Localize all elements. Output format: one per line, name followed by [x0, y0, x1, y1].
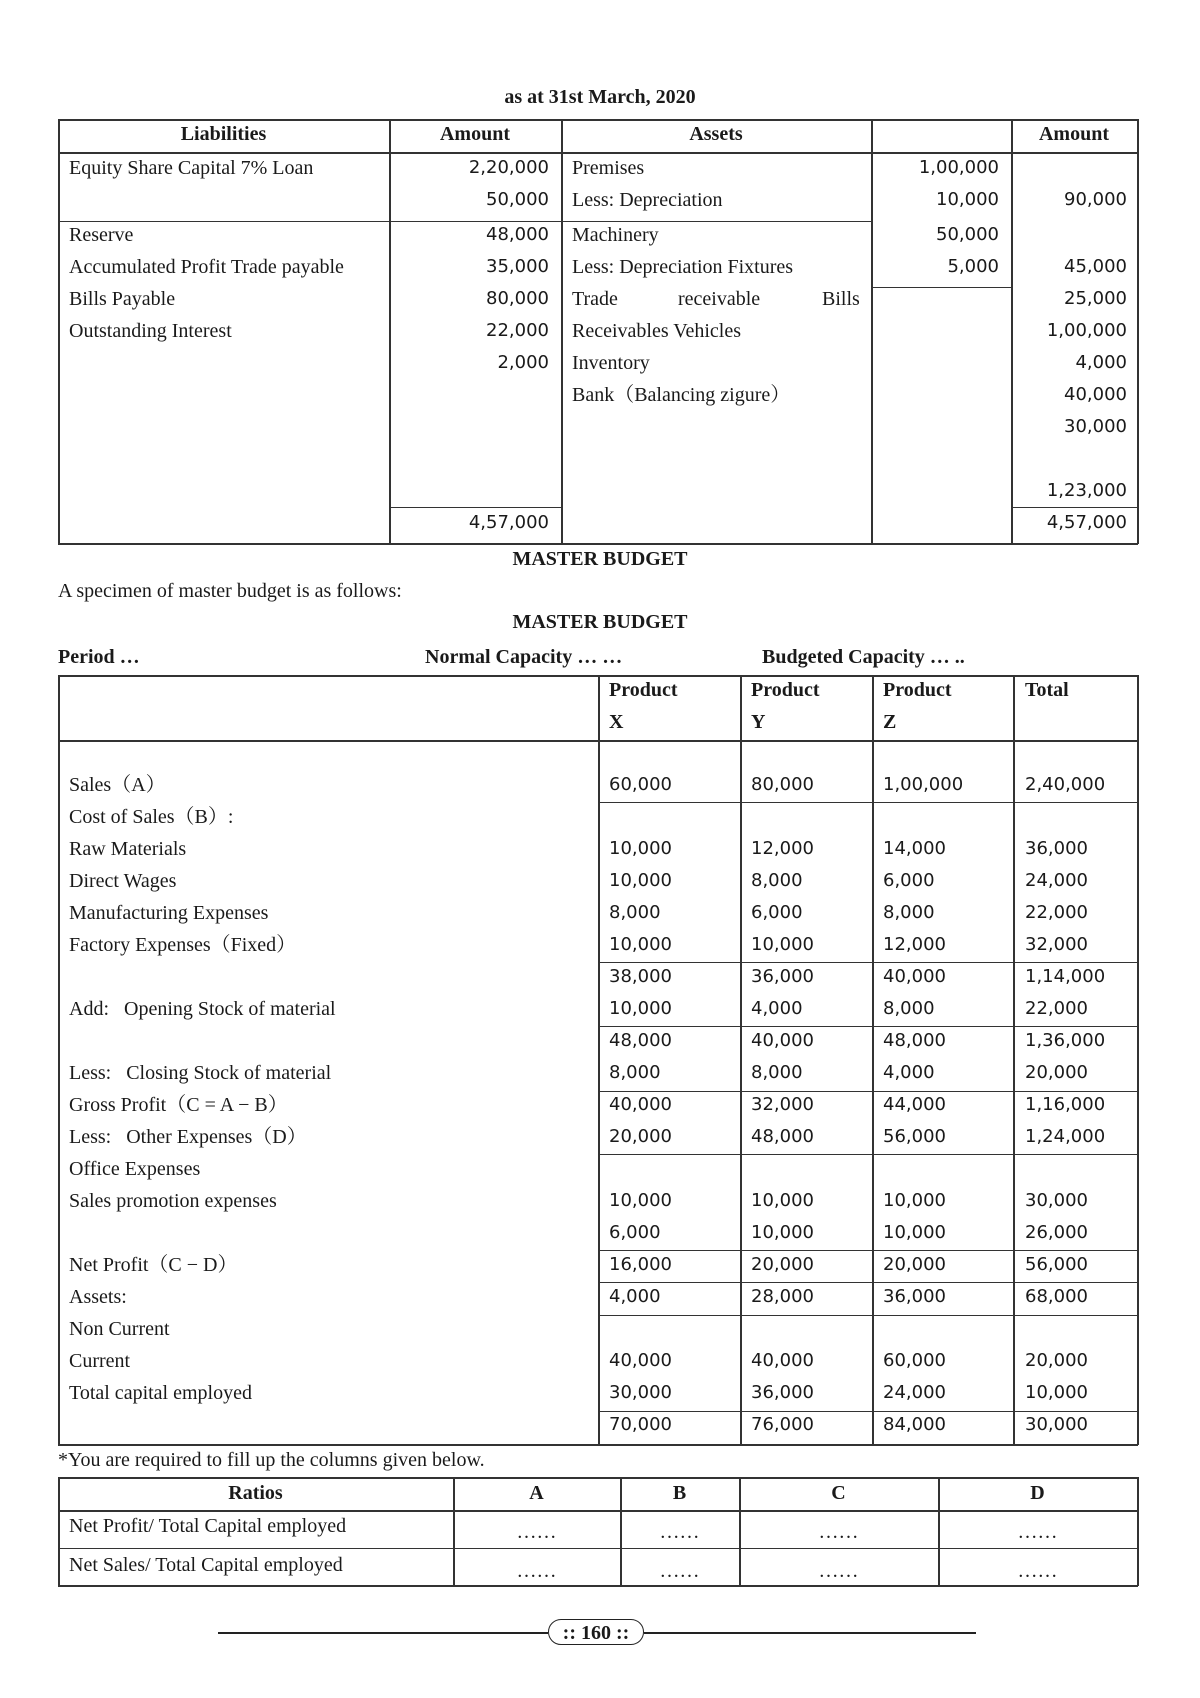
budget-row-label: Total capital employed — [69, 1382, 252, 1404]
product-x-value: 40,000 — [609, 1094, 672, 1115]
asset-label: Bank（Balancing zigure） — [572, 384, 791, 406]
product-z-value: 48,000 — [883, 1030, 946, 1051]
product-y-value: 80,000 — [751, 774, 814, 795]
product-z-value: 8,000 — [883, 998, 935, 1019]
normal-capacity-label: Normal Capacity … … — [425, 646, 623, 668]
product-y-value: 36,000 — [751, 1382, 814, 1403]
asset-label: Less: Depreciation — [572, 189, 723, 211]
header-product-z-letter: Z — [883, 711, 897, 733]
ratio-row-label: Net Profit/ Total Capital employed — [69, 1515, 347, 1537]
product-z-value: 44,000 — [883, 1094, 946, 1115]
period-label: Period … — [58, 646, 140, 668]
product-y-value: 40,000 — [751, 1030, 814, 1051]
budget-row-label: Sales（A） — [69, 774, 166, 796]
total-value: 1,36,000 — [1025, 1030, 1106, 1051]
total-value: 20,000 — [1025, 1350, 1088, 1371]
product-z-value: 84,000 — [883, 1414, 946, 1435]
liability-label: Outstanding Interest — [69, 320, 232, 342]
budget-row-label: Cost of Sales（B）: — [69, 806, 234, 828]
liability-label: Equity Share Capital 7% Loan — [69, 157, 314, 179]
header-product-y: Product — [751, 679, 820, 701]
asset-amount: 4,000 — [1075, 352, 1127, 373]
liability-amount: 80,000 — [486, 288, 549, 309]
product-x-value: 38,000 — [609, 966, 672, 987]
ratio-blank-cell: …… — [516, 1560, 557, 1582]
budget-row-label: Direct Wages — [69, 870, 177, 892]
product-x-value: 20,000 — [609, 1126, 672, 1147]
product-x-value: 30,000 — [609, 1382, 672, 1403]
budget-row-label: Less: Other Expenses（D） — [69, 1126, 307, 1148]
product-x-value: 10,000 — [609, 934, 672, 955]
product-z-value: 12,000 — [883, 934, 946, 955]
budget-row-label: Net Profit（C − D） — [69, 1254, 238, 1276]
liability-amount: 48,000 — [486, 224, 549, 245]
asset-label: Machinery — [572, 224, 659, 246]
header-total: Total — [1025, 679, 1069, 701]
asset-sub-amount: 50,000 — [936, 224, 999, 245]
ratios-header-b: B — [672, 1482, 687, 1504]
budget-row-label: Office Expenses — [69, 1158, 201, 1180]
total-value: 20,000 — [1025, 1062, 1088, 1083]
master-budget-heading: MASTER BUDGET — [512, 548, 688, 570]
total-value: 24,000 — [1025, 870, 1088, 891]
product-y-value: 40,000 — [751, 1350, 814, 1371]
liability-amount: 50,000 — [486, 189, 549, 210]
product-x-value: 10,000 — [609, 870, 672, 891]
ratios-header-a: A — [529, 1482, 544, 1504]
asset-label: Trade — [572, 288, 618, 310]
liability-label: Bills Payable — [69, 288, 176, 310]
budget-row-label: Assets: — [69, 1286, 127, 1308]
ratio-blank-cell: …… — [1017, 1521, 1058, 1543]
asset-amount: 25,000 — [1064, 288, 1127, 309]
total-value: 30,000 — [1025, 1190, 1088, 1211]
budget-row-label: Manufacturing Expenses — [69, 902, 269, 924]
ratio-blank-cell: …… — [818, 1521, 859, 1543]
total-value: 30,000 — [1025, 1414, 1088, 1435]
product-x-value: 48,000 — [609, 1030, 672, 1051]
asset-sub-amount: 1,00,000 — [918, 157, 999, 178]
product-y-value: 10,000 — [751, 1190, 814, 1211]
total-value: 36,000 — [1025, 838, 1088, 859]
header-amount-liab: Amount — [439, 123, 510, 145]
product-x-value: 60,000 — [609, 774, 672, 795]
product-y-value: 76,000 — [751, 1414, 814, 1435]
ratios-header-ratios: Ratios — [228, 1482, 283, 1504]
product-y-value: 32,000 — [751, 1094, 814, 1115]
header-liabilities: Liabilities — [180, 123, 267, 145]
header-product-z: Product — [883, 679, 952, 701]
ratio-blank-cell: …… — [516, 1521, 557, 1543]
header-product-x: Product — [609, 679, 678, 701]
product-y-value: 36,000 — [751, 966, 814, 987]
budget-row-label: Raw Materials — [69, 838, 187, 860]
ratio-blank-cell: …… — [818, 1560, 859, 1582]
product-y-value: 6,000 — [751, 902, 803, 923]
product-x-value: 6,000 — [609, 1222, 661, 1243]
budget-row-label: Current — [69, 1350, 131, 1372]
header-assets: Assets — [689, 123, 743, 145]
product-x-value: 8,000 — [609, 902, 661, 923]
liability-label: Reserve — [69, 224, 134, 246]
product-x-value: 70,000 — [609, 1414, 672, 1435]
liability-amount: 35,000 — [486, 256, 549, 277]
asset-amount: 1,23,000 — [1046, 480, 1127, 501]
budget-row-label: Gross Profit（C = A − B） — [69, 1094, 288, 1116]
asset-label: receivable — [678, 288, 761, 310]
total-value: 68,000 — [1025, 1286, 1088, 1307]
ratio-blank-cell: …… — [659, 1560, 700, 1582]
total-value: 10,000 — [1025, 1382, 1088, 1403]
product-z-value: 40,000 — [883, 966, 946, 987]
ratios-header-c: C — [831, 1482, 846, 1504]
budget-row-label: Sales promotion expenses — [69, 1190, 277, 1212]
balance-sheet-title: as at 31st March, 2020 — [504, 86, 696, 108]
product-z-value: 56,000 — [883, 1126, 946, 1147]
asset-sub-amount: 10,000 — [936, 189, 999, 210]
product-z-value: 6,000 — [883, 870, 935, 891]
product-z-value: 14,000 — [883, 838, 946, 859]
asset-label: Premises — [572, 157, 645, 179]
asset-label: Inventory — [572, 352, 650, 374]
liability-label: Accumulated Profit Trade payable — [69, 256, 344, 278]
total-value: 2,40,000 — [1025, 774, 1106, 795]
product-y-value: 4,000 — [751, 998, 803, 1019]
total-value: 1,24,000 — [1025, 1126, 1106, 1147]
product-y-value: 8,000 — [751, 870, 803, 891]
product-z-value: 36,000 — [883, 1286, 946, 1307]
product-y-value: 10,000 — [751, 934, 814, 955]
product-z-value: 24,000 — [883, 1382, 946, 1403]
product-z-value: 8,000 — [883, 902, 935, 923]
product-x-value: 10,000 — [609, 1190, 672, 1211]
product-z-value: 20,000 — [883, 1254, 946, 1275]
product-x-value: 40,000 — [609, 1350, 672, 1371]
asset-amount: 30,000 — [1064, 416, 1127, 437]
liability-amount: 2,20,000 — [468, 157, 549, 178]
product-x-value: 16,000 — [609, 1254, 672, 1275]
asset-sub-amount: 5,000 — [947, 256, 999, 277]
product-y-value: 12,000 — [751, 838, 814, 859]
product-x-value: 8,000 — [609, 1062, 661, 1083]
total-value: 1,16,000 — [1025, 1094, 1106, 1115]
product-z-value: 4,000 — [883, 1062, 935, 1083]
asset-label: Receivables Vehicles — [572, 320, 742, 342]
total-value: 1,14,000 — [1025, 966, 1106, 987]
instruction-note: *You are required to fill up the columns given below. — [58, 1449, 485, 1471]
total-value: 56,000 — [1025, 1254, 1088, 1275]
master-budget-heading: MASTER BUDGET — [512, 611, 688, 633]
asset-amount: 90,000 — [1064, 189, 1127, 210]
product-z-value: 60,000 — [883, 1350, 946, 1371]
ratio-blank-cell: …… — [659, 1521, 700, 1543]
budget-row-label: Add: Opening Stock of material — [69, 998, 336, 1020]
asset-amount: 40,000 — [1064, 384, 1127, 405]
budget-row-label: Factory Expenses（Fixed） — [69, 934, 297, 956]
budget-row-label: Non Current — [69, 1318, 170, 1340]
header-product-y-letter: Y — [751, 711, 766, 733]
page-number: :: 160 :: — [548, 1619, 644, 1645]
liability-total: 4,57,000 — [468, 512, 549, 533]
total-value: 22,000 — [1025, 902, 1088, 923]
product-y-value: 10,000 — [751, 1222, 814, 1243]
total-value: 26,000 — [1025, 1222, 1088, 1243]
product-z-value: 10,000 — [883, 1190, 946, 1211]
liability-amount: 2,000 — [497, 352, 549, 373]
ratios-header-d: D — [1030, 1482, 1045, 1504]
liability-amount: 22,000 — [486, 320, 549, 341]
product-z-value: 1,00,000 — [883, 774, 964, 795]
asset-amount: 45,000 — [1064, 256, 1127, 277]
product-y-value: 20,000 — [751, 1254, 814, 1275]
product-z-value: 10,000 — [883, 1222, 946, 1243]
product-y-value: 48,000 — [751, 1126, 814, 1147]
total-value: 22,000 — [1025, 998, 1088, 1019]
asset-label: Less: Depreciation Fixtures — [572, 256, 794, 278]
product-y-value: 8,000 — [751, 1062, 803, 1083]
product-x-value: 10,000 — [609, 998, 672, 1019]
header-amount-assets: Amount — [1038, 123, 1109, 145]
budget-row-label: Less: Closing Stock of material — [69, 1062, 332, 1084]
product-x-value: 10,000 — [609, 838, 672, 859]
intro-text: A specimen of master budget is as follows: — [58, 580, 402, 602]
ratio-blank-cell: …… — [1017, 1560, 1058, 1582]
product-x-value: 4,000 — [609, 1286, 661, 1307]
total-value: 32,000 — [1025, 934, 1088, 955]
asset-amount: 1,00,000 — [1046, 320, 1127, 341]
header-product-x-letter: X — [609, 711, 624, 733]
asset-label: Bills — [822, 288, 860, 310]
product-y-value: 28,000 — [751, 1286, 814, 1307]
budgeted-capacity-label: Budgeted Capacity … .. — [762, 646, 965, 668]
asset-total: 4,57,000 — [1046, 512, 1127, 533]
ratio-row-label: Net Sales/ Total Capital employed — [69, 1554, 343, 1576]
